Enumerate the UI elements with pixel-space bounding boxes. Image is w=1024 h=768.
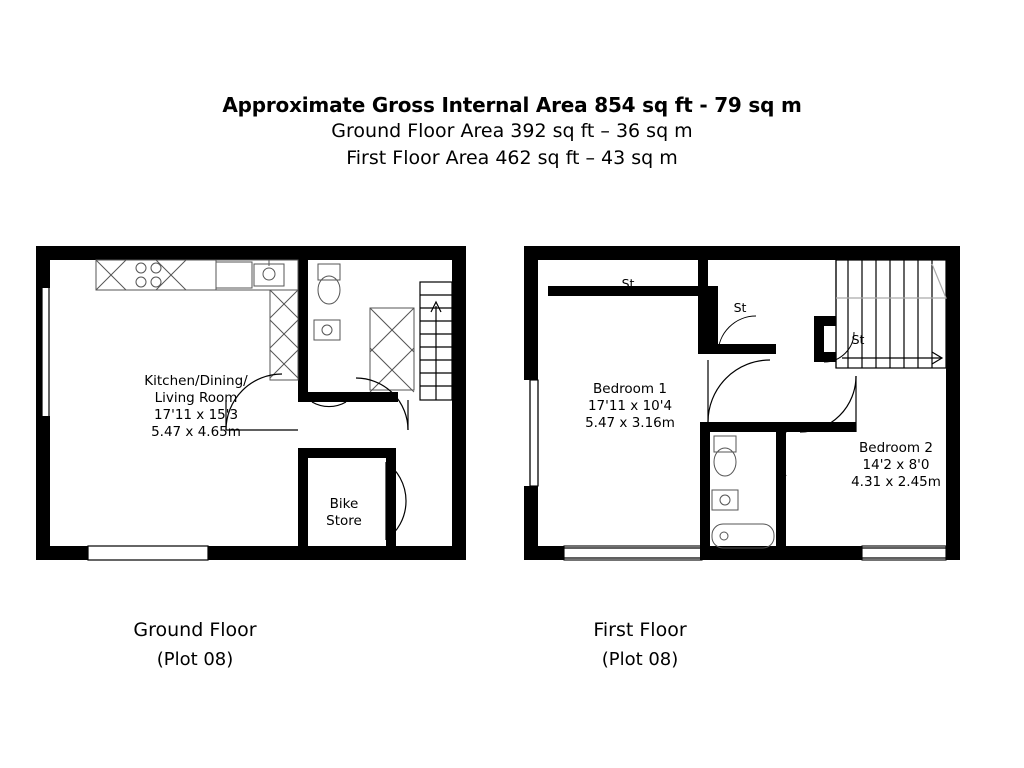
staircase-ground xyxy=(420,282,452,400)
ground-floor-caption-title: Ground Floor xyxy=(133,619,257,641)
bedroom-1-dim-imperial: 17'11 x 10'4 xyxy=(587,398,673,414)
kitchen-dining-living-label-line2: Living Room xyxy=(154,390,238,406)
ground-floor-walls xyxy=(36,246,466,560)
floorplan-header xyxy=(0,92,1024,172)
staircase-first xyxy=(836,260,946,368)
bedroom-1-dim-metric: 5.47 x 3.16m xyxy=(585,415,675,431)
storage-label-1: St xyxy=(621,276,635,291)
bedroom-2-dim-metric: 4.31 x 2.45m xyxy=(851,474,941,490)
bike-store-label-line1: Bike xyxy=(329,496,359,512)
wc-fixtures xyxy=(314,264,414,392)
ground-floor-plan xyxy=(30,240,480,580)
kitchen-dining-living-dim-metric: 5.47 x 4.65m xyxy=(151,424,241,440)
kitchen-fittings xyxy=(96,260,298,380)
bedroom-1-label: Bedroom 1 xyxy=(593,381,667,397)
storage-label-3: St xyxy=(851,332,865,347)
ground-floor-caption-sub: (Plot 08) xyxy=(156,649,234,670)
kitchen-dining-living-label-line1: Kitchen/Dining/ xyxy=(144,373,248,389)
kitchen-dining-living-dim-imperial: 17'11 x 15'3 xyxy=(153,407,239,423)
bedroom-2-dim-imperial: 14'2 x 8'0 xyxy=(862,457,930,473)
first-floor-caption-sub: (Plot 08) xyxy=(601,649,679,670)
bedroom-2-label: Bedroom 2 xyxy=(859,440,933,456)
first-floor-caption xyxy=(480,615,800,675)
bike-store-label-line2: Store xyxy=(326,513,362,529)
first-floor-area-text: First Floor Area 462 sq ft – 43 sq m xyxy=(346,147,678,169)
bathroom-fixtures xyxy=(712,436,774,548)
storage-label-2: St xyxy=(733,300,747,315)
gross-internal-area-title: Approximate Gross Internal Area 854 sq ft - 79 sq m xyxy=(222,93,802,117)
first-floor-caption-title: First Floor xyxy=(593,619,687,641)
ground-floor-area-text: Ground Floor Area 392 sq ft – 36 sq m xyxy=(331,120,693,142)
ground-floor-caption xyxy=(20,615,370,675)
first-floor-plan xyxy=(518,240,970,580)
